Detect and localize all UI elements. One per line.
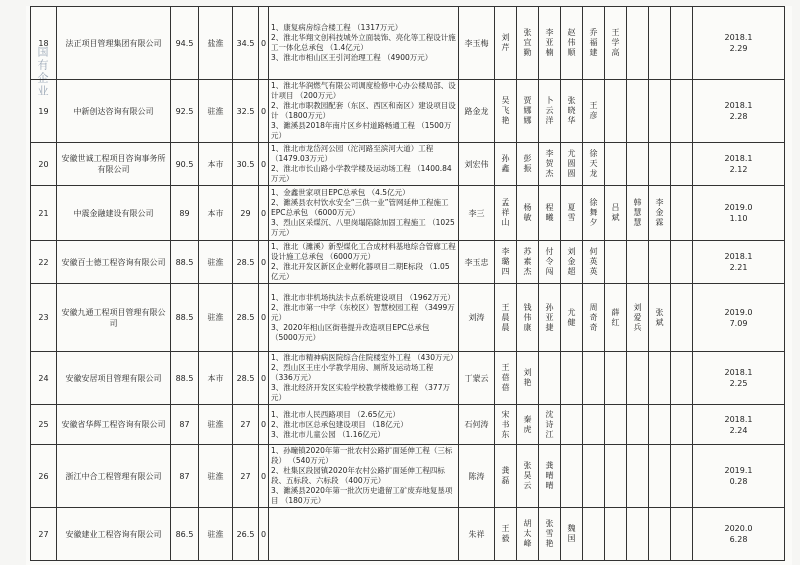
table-row: [31, 284, 785, 352]
team-member: [517, 352, 539, 405]
team-member: [627, 352, 649, 405]
team-member: [583, 352, 605, 405]
score: 92.5: [171, 80, 199, 143]
registration-date-text: 2018.12.21: [724, 252, 753, 272]
team-member-text: 孙亚捷: [545, 302, 554, 332]
team-member: [627, 143, 649, 186]
registration-date-text: 2019.01.10: [724, 203, 753, 223]
team-member: [671, 405, 693, 445]
team-member: [561, 80, 583, 143]
registration-date-text: 2019.07.09: [724, 307, 753, 328]
team-member: [539, 405, 561, 445]
team-member-text: 乔福建: [589, 28, 598, 57]
team-member: [605, 143, 627, 186]
team-member: [539, 143, 561, 186]
company-name: 中震金融建设有限公司: [57, 186, 171, 241]
registration-date: [693, 445, 785, 508]
team-member: [539, 186, 561, 241]
project-item: 1、康复病房综合楼工程 （1317万元）: [271, 23, 403, 32]
project-item: 2、淮北市区总承包建设项目 （18亿元）: [271, 419, 408, 429]
contractor-table: [30, 6, 785, 561]
team-member: [517, 241, 539, 284]
team-member-text: 魏国: [567, 524, 576, 543]
team-member: [539, 80, 561, 143]
team-member-text: 卜云洋: [545, 96, 554, 125]
company-name: 安徽省华辉工程咨询有限公司: [57, 405, 171, 445]
table-row: [31, 186, 785, 241]
company-name: 中新创达咨询有限公司: [57, 80, 171, 143]
team-member: [583, 186, 605, 241]
team-member: [561, 7, 583, 80]
company-name: 安徽安居项目管理有限公司: [57, 352, 171, 405]
project-leader: 陈涛: [459, 445, 495, 508]
team-member: [539, 508, 561, 561]
team-member: [583, 405, 605, 445]
team-member: [671, 508, 693, 561]
team-member-text: 钱伟康: [523, 302, 532, 332]
registration-date-text: 2018.12.29: [724, 33, 753, 53]
zero-value: 0: [259, 508, 269, 561]
zero-value: 0: [259, 241, 269, 284]
team-member: [517, 186, 539, 241]
team-member: [561, 241, 583, 284]
project-list: [269, 186, 459, 241]
team-member-text: 徐舞夕: [589, 198, 598, 227]
project-item: 1、淮北市龙岱河公园（沱河路至滨河大道）工程 （1479.03万元）: [271, 144, 434, 163]
zero-value: 0: [259, 7, 269, 80]
zero-value: 0: [259, 143, 269, 186]
project-leader: 李三: [459, 186, 495, 241]
score: 89: [171, 186, 199, 241]
team-member: [561, 186, 583, 241]
team-member: [605, 445, 627, 508]
team-member: [561, 405, 583, 445]
project-leader: 刘宏伟: [459, 143, 495, 186]
project-list: [269, 7, 459, 80]
amount: 34.5: [233, 7, 259, 80]
score: 86.5: [171, 508, 199, 561]
amount: 30.5: [233, 143, 259, 186]
team-member: [649, 445, 671, 508]
team-member-text: 王学高: [611, 28, 620, 57]
team-member-text: 赵伟顺: [567, 28, 576, 57]
team-member-text: 李亚楠: [545, 28, 554, 57]
project-item: 2、淮北市职教园配套（东区、西区和南区）建设项目设计 （1800万元）: [271, 101, 456, 120]
team-member: [605, 7, 627, 80]
team-member: [561, 143, 583, 186]
project-item: 2、烈山区王庄小学教学用房、厕所及运动场工程 （336万元）: [271, 363, 434, 382]
team-member-text: 李贺杰: [545, 149, 554, 178]
team-member: [605, 241, 627, 284]
team-member-text: 贾娜娜: [523, 96, 532, 125]
amount: 32.5: [233, 80, 259, 143]
team-member: [671, 7, 693, 80]
registration-date-text: 2019.10.28: [724, 466, 753, 486]
score: 88.5: [171, 241, 199, 284]
team-member: [495, 405, 517, 445]
project-item: 2、淮北市长山路小学教学楼及运动场工程 （1400.84万元）: [271, 164, 452, 183]
project-leader: 石何涛: [459, 405, 495, 445]
table-row: [31, 445, 785, 508]
project-item: 1、金鑫世家项目EPC总承包 （4.5亿元）: [271, 188, 410, 197]
team-member: [605, 80, 627, 143]
team-member: [495, 508, 517, 561]
region: 驻淮: [199, 80, 233, 143]
team-member: [495, 80, 517, 143]
team-member: [583, 7, 605, 80]
team-member: [517, 7, 539, 80]
team-member: [517, 405, 539, 445]
zero-value: 0: [259, 80, 269, 143]
amount: 27: [233, 405, 259, 445]
team-member: [605, 284, 627, 352]
row-number: 27: [31, 508, 57, 561]
project-list: [269, 405, 459, 445]
team-member: [495, 445, 517, 508]
project-leader: 李玉梅: [459, 7, 495, 80]
score: 90.5: [171, 143, 199, 186]
project-item: 1、孙疃镇2020年第一批农村公路扩面延伸工程（三标段） （540万元）: [271, 446, 453, 465]
team-member: [671, 241, 693, 284]
team-member: [671, 445, 693, 508]
registration-date: [693, 352, 785, 405]
project-item: 1、淮北（濉溪）新型煤化工合成材料基地综合管廊工程设计施工总承包 （6000万元）: [271, 242, 456, 261]
registration-date: [693, 143, 785, 186]
project-item: 2、杜集区段园镇2020年农村公路扩面延伸工程四标段、五标段、六标段 （400万元）: [271, 466, 445, 485]
registration-date: [693, 405, 785, 445]
project-item: 3、濉溪县2018年南片区乡村道路畅通工程 （1500万元）: [271, 121, 452, 140]
registration-date-text: 2018.12.12: [724, 154, 753, 174]
team-member-text: 秦虎: [523, 414, 532, 434]
company-name: 安徽建业工程咨询有限公司: [57, 508, 171, 561]
project-item: 2、濉溪县农村饮水安全“三供一业”管网延伸工程施工EPC总承包 （6000万元）: [271, 198, 449, 217]
project-item: 3、淮北市相山区王引河治理工程 （4900万元）: [271, 53, 433, 62]
team-member-text: 吴飞艳: [501, 96, 510, 125]
team-member-text: 王彦: [589, 101, 598, 120]
company-name: 安徽百士德工程咨询有限公司: [57, 241, 171, 284]
team-member: [539, 241, 561, 284]
project-leader: 刘涛: [459, 284, 495, 352]
table-row: [31, 241, 785, 284]
team-member-text: 王毅: [501, 524, 510, 543]
team-member-text: 张宜勤: [523, 28, 532, 57]
project-item: 3、淮北市儿童公园 （1.16亿元）: [271, 429, 385, 439]
team-member-text: 何英英: [589, 247, 598, 276]
zero-value: 0: [259, 445, 269, 508]
team-member-text: 尤健: [567, 307, 576, 327]
team-member-text: 尤圆圆: [567, 149, 576, 178]
team-member: [627, 405, 649, 445]
zero-value: 0: [259, 405, 269, 445]
row-number: 18: [31, 7, 57, 80]
project-item: 1、淮北市非机场执法卡点系统建设项目 （1962万元）: [271, 292, 455, 302]
team-member-text: 付令闯: [545, 247, 554, 276]
table-row: [31, 508, 785, 561]
region: 驻淮: [199, 445, 233, 508]
team-member-text: 李金霖: [655, 198, 664, 227]
team-member-text: 龚磊: [501, 466, 510, 485]
team-member-text: 韩慧慧: [633, 198, 642, 227]
team-member: [649, 241, 671, 284]
registration-date-text: 2020.06.28: [724, 524, 753, 544]
registration-date: [693, 284, 785, 352]
row-number: 21: [31, 186, 57, 241]
amount: 29: [233, 186, 259, 241]
company-name: 安徽世诚工程项目咨询事务所有限公司: [57, 143, 171, 186]
region: 本市: [199, 352, 233, 405]
team-member: [671, 80, 693, 143]
team-member-text: 龚晴晴: [545, 461, 554, 490]
region: 驻淮: [199, 508, 233, 561]
team-member: [561, 352, 583, 405]
amount: 28.5: [233, 352, 259, 405]
project-list: [269, 80, 459, 143]
amount: 28.5: [233, 241, 259, 284]
team-member: [649, 80, 671, 143]
registration-date-text: 2018.12.28: [724, 101, 753, 121]
project-leader: 李玉忠: [459, 241, 495, 284]
amount: 27: [233, 445, 259, 508]
project-list: [269, 352, 459, 405]
team-member: [495, 241, 517, 284]
team-member-text: 刘艳: [523, 368, 532, 387]
team-member: [671, 352, 693, 405]
team-member: [517, 284, 539, 352]
team-member: [561, 284, 583, 352]
project-item: 3、烈山区采煤沉、八里岗塌陷除加固工程施工 （1025万元）: [271, 218, 455, 237]
project-item: 3、濉溪县2020年第一批次历史遗留工矿废弃地复垦项目 （180万元）: [271, 486, 453, 505]
project-item: 2、淮北开发区新区企业孵化器项目二期E标段 （1.05亿元）: [271, 262, 450, 281]
team-member-text: 胡太峰: [523, 519, 532, 548]
team-member-text: 吕斌: [611, 203, 620, 222]
team-member-text: 杨敏: [523, 203, 532, 222]
project-item: 1、淮北市人民西路项目 （2.65亿元）: [271, 409, 400, 419]
team-member: [583, 143, 605, 186]
company-name: 浙江中合工程管理有限公司: [57, 445, 171, 508]
team-member-text: 宋书东: [501, 409, 510, 439]
table-row: [31, 405, 785, 445]
zero-value: 0: [259, 284, 269, 352]
team-member-text: 苏素杰: [523, 247, 532, 276]
zero-value: 0: [259, 352, 269, 405]
team-member: [495, 7, 517, 80]
team-member: [649, 284, 671, 352]
table-row: [31, 80, 785, 143]
registration-date-text: 2018.12.25: [724, 368, 753, 388]
score: 87: [171, 445, 199, 508]
amount: 26.5: [233, 508, 259, 561]
amount: 28.5: [233, 284, 259, 352]
registration-date: [693, 7, 785, 80]
team-member-text: 张晓华: [567, 96, 576, 125]
region: 驻淮: [199, 241, 233, 284]
team-member: [627, 284, 649, 352]
team-member: [627, 445, 649, 508]
team-member-text: 张斌: [655, 307, 664, 327]
team-member-text: 王蓓蓓: [501, 363, 510, 392]
team-member: [495, 284, 517, 352]
team-member: [561, 508, 583, 561]
team-member: [583, 80, 605, 143]
team-member: [649, 186, 671, 241]
team-member-text: 薛红: [611, 307, 620, 327]
region: 本市: [199, 186, 233, 241]
team-member: [649, 143, 671, 186]
team-member: [539, 352, 561, 405]
team-member: [495, 186, 517, 241]
registration-date: [693, 80, 785, 143]
team-member: [605, 508, 627, 561]
project-item: 1、淮北市精神病医院综合住院楼室外工程 （430万元）: [271, 353, 458, 362]
team-member: [649, 508, 671, 561]
company-name: 安徽九通工程项目管理有限公司: [57, 284, 171, 352]
region: 盐淮: [199, 7, 233, 80]
team-member: [605, 186, 627, 241]
project-leader: 朱祥: [459, 508, 495, 561]
registration-date: [693, 186, 785, 241]
project-list: [269, 143, 459, 186]
project-list: [269, 508, 459, 561]
team-member: [517, 80, 539, 143]
row-number: 23: [31, 284, 57, 352]
team-member: [671, 284, 693, 352]
registration-date: [693, 241, 785, 284]
team-member-text: 程曦: [545, 203, 554, 222]
team-member-text: 沈诗江: [545, 409, 554, 439]
team-member: [627, 7, 649, 80]
project-leader: 丁蒙云: [459, 352, 495, 405]
registration-date: [693, 508, 785, 561]
team-member: [627, 241, 649, 284]
team-member-text: 孟祥山: [501, 198, 510, 227]
row-number: 20: [31, 143, 57, 186]
team-member: [539, 7, 561, 80]
team-member: [627, 186, 649, 241]
document-page: [26, 6, 792, 565]
team-member-text: 刘芹: [501, 33, 510, 52]
project-item: 2、淮北市第一中学（东校区）智慧校园工程 （3499万元）: [271, 302, 455, 322]
team-member: [605, 352, 627, 405]
row-number: 25: [31, 405, 57, 445]
team-member: [649, 352, 671, 405]
table-row: [31, 143, 785, 186]
team-member-text: 彭振: [523, 154, 532, 173]
team-member-text: 徐天龙: [589, 149, 598, 178]
team-member: [583, 445, 605, 508]
project-list: [269, 445, 459, 508]
team-member-text: 周奇奇: [589, 302, 598, 332]
team-member-text: 李璐四: [501, 247, 510, 276]
team-member: [561, 445, 583, 508]
team-member: [517, 445, 539, 508]
project-list: [269, 241, 459, 284]
team-member-text: 张雪艳: [545, 519, 554, 548]
team-member: [649, 7, 671, 80]
table-row: [31, 352, 785, 405]
table-row: [31, 7, 785, 80]
team-member: [649, 405, 671, 445]
score: 87: [171, 405, 199, 445]
score: 88.5: [171, 284, 199, 352]
project-item: 1、淮北华润燃气有限公司调度检修中心办公楼局部、设计项目 （200万元）: [271, 81, 456, 100]
row-number: 24: [31, 352, 57, 405]
row-number: 26: [31, 445, 57, 508]
region: 本市: [199, 143, 233, 186]
project-item: 2、淮北华翔文创科技城外立面装饰、亮化等工程设计施工一体化总承包 （1.4亿元）: [271, 33, 456, 52]
team-member: [539, 445, 561, 508]
team-member: [517, 143, 539, 186]
project-item: 3、淮北经济开发区实验学校教学楼维修工程 （377万元）: [271, 383, 450, 402]
team-member: [583, 284, 605, 352]
team-member: [583, 508, 605, 561]
team-member: [605, 405, 627, 445]
team-member: [671, 143, 693, 186]
score: 88.5: [171, 352, 199, 405]
region: 驻淮: [199, 284, 233, 352]
region: 驻淮: [199, 405, 233, 445]
team-member-text: 孙鑫: [501, 154, 510, 173]
team-member-text: 张昊云: [523, 461, 532, 490]
team-member-text: 夏雪: [567, 203, 576, 222]
side-note: 国有企业: [36, 46, 49, 98]
team-member-text: 刘爱兵: [633, 302, 642, 332]
zero-value: 0: [259, 186, 269, 241]
team-member: [495, 352, 517, 405]
team-member-text: 刘金超: [567, 247, 576, 276]
project-item: 3、2020年相山区街巷提升改造项目EPC总承包 （5000万元）: [271, 322, 430, 342]
team-member: [627, 80, 649, 143]
team-member-text: 王晨晨: [501, 302, 510, 332]
team-member: [627, 508, 649, 561]
team-member: [539, 284, 561, 352]
company-name: 法正项目管理集团有限公司: [57, 7, 171, 80]
row-number: 19: [31, 80, 57, 143]
project-list: [269, 284, 459, 352]
team-member: [495, 143, 517, 186]
team-member: [583, 241, 605, 284]
score: 94.5: [171, 7, 199, 80]
team-member: [517, 508, 539, 561]
project-leader: 路金龙: [459, 80, 495, 143]
team-member: [671, 186, 693, 241]
row-number: 22: [31, 241, 57, 284]
registration-date-text: 2018.12.24: [724, 414, 753, 435]
